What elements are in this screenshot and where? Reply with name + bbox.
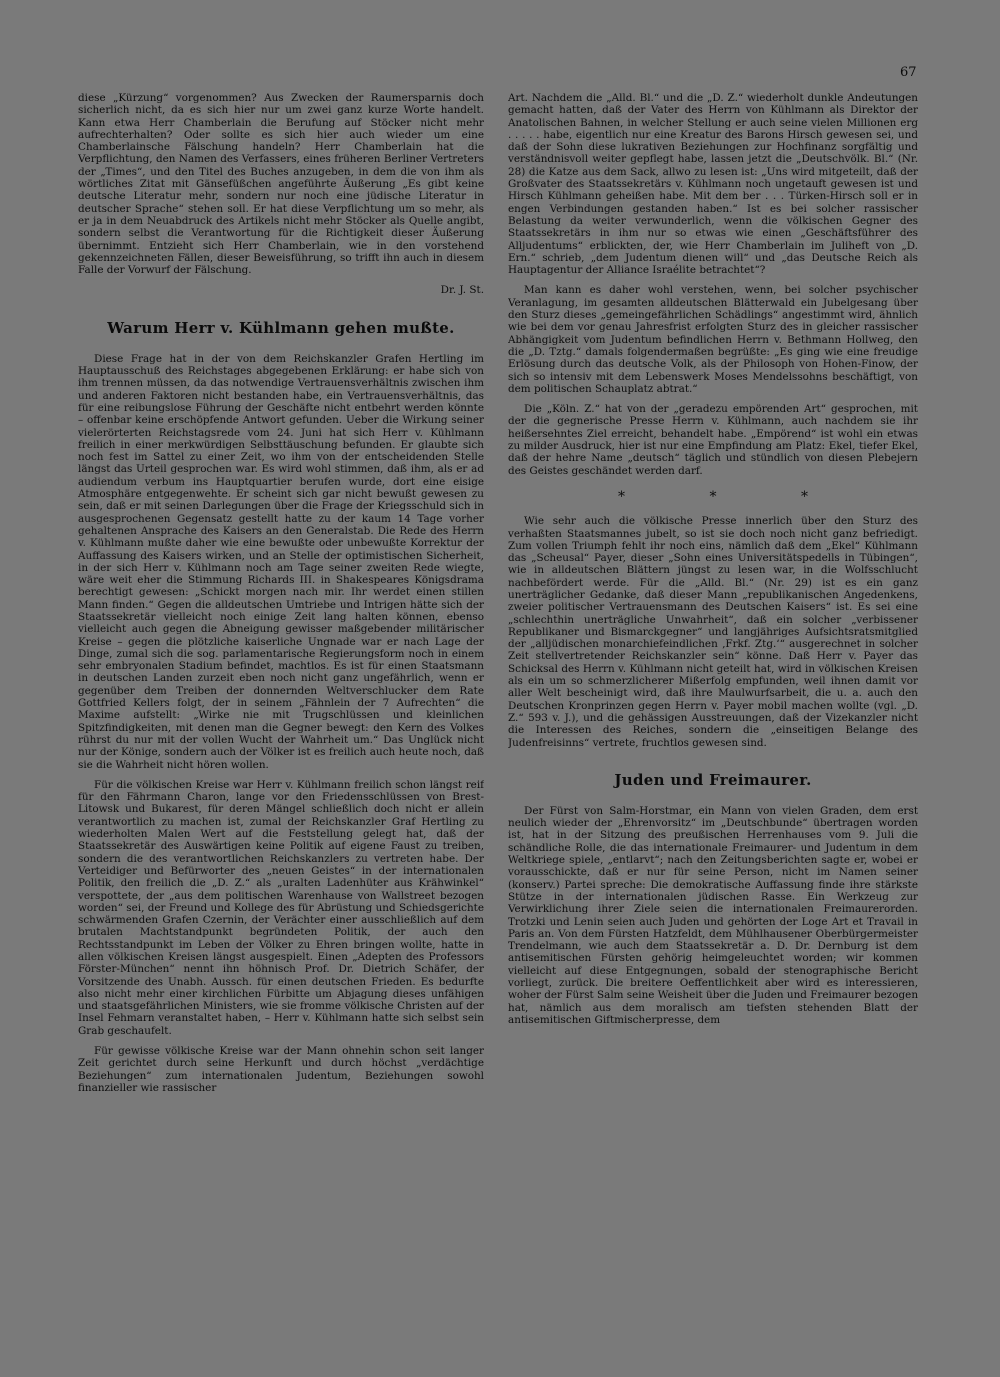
right-column (508, 92, 918, 1354)
page-number: 67 (900, 65, 917, 80)
article-heading-freimaurer: Juden und Freimaurer. (614, 770, 812, 789)
section-divider: * * * (618, 488, 848, 505)
article-heading-kuehlmann: Warum Herr v. Kühlmann gehen mußte. (107, 318, 455, 337)
article-paragraph: Der Fürst von Salm-Horstmar, ein Mann von vielen Graden, dem erst neulich wieder der „Ehrenvorsitz“ im „Deutschbunde“ übertragen worden ist, hat in der Sitzung des preußischen Herrenhauses vom 9. Juli die schändliche Rolle, die das internationale Freimaurer- und Judentum in dem Weltkriege spiele, „entlarvt“; nach den Zeitungsberichten sagte er, wobei er vorausschickte, daß er nur für seine Person, nicht im Namen seiner (konserv.) Partei spreche: Die demokratische Auffassung finde ihre stärkste Stütze in der internationalen jüdischen Rasse. Ein Werkzeug zur Verwirklichung ihrer Ziele seien die internationalen Freimaurerorden. Trotzki und Lenin seien auch Juden und gehörten der Loge Art et Travail in Paris an. Von dem Fürsten Hatzfeldt, dem Mühlhausener Oberbürgermeister Trendelmann, wie auch dem Staatssekretär a. D. Dr. Dernburg ist dem antisemitischen Fürsten gehörig heimgeleuchtet worden; wir kommen vielleicht auf diese Entgegnungen, sobald der stenographische Bericht vorliegt, zurück. Die breitere Oeffentlichkeit aber wird es interessieren, woher der Fürst Salm seine Weisheit über die Juden und Freimaurer bezogen hat, nämlich aus dem moralisch am tiefsten stehenden Blatt der antisemitischen Giftmischerpresse, dem (508, 804, 918, 1026)
article-paragraph: Man kann es daher wohl verstehen, wenn, bei solcher psychischer Veranlagung, im gesamten alldeutschen Blätterwald ein Jubelgesang über den Sturz dieses „gemeingefährlichen Schädlings“ angestimmt wird, ähnlich wie bei dem vor genau Jahresfrist erfolgten Sturz des in gleicher rassischer Abhängigkeit vom Judentum befindlichen Herrn v. Bethmann Hollweg, den die „D. Tztg.“ damals folgendermaßen begrüßte: „Es ging wie eine freudige Erlösung durch das deutsche Volk, als der Philosoph von Hohen-Finow, der sich so intensiv mit dem Lebenswerk Moses Mendelssohns beschäftigt, von dem politischen Schauplatz abtrat.“ (508, 284, 918, 395)
intro-paragraph: diese „Kürzung“ vorgenommen? Aus Zwecken der Raumersparnis doch sicherlich nicht, da es sich hier nur um zwei ganz kurze Worte handelt. Kann etwa Herr Chamberlain die Berufung auf Stöcker nicht mehr aufrechterhalten? Oder sollte es sich hier auch wieder um eine Chamberlainsche Fälschung handeln? Herr Chamberlain hat die Verpflichtung, den Namen des Verfassers, eines früheren Berliner Vertreters der „Times“, und den Titel des Buches anzugeben, in dem die von ihm als wörtliches Zitat mit Gänsefüßchen angeführte Äußerung „Es gibt keine deutsche Literatur mehr, sondern nur noch eine jüdische Literatur in deutscher Sprache“ stehen soll. Er hat diese Verpflichtung um so mehr, als er ja in dem Neuabdruck des Artikels nicht mehr Stöcker als Quelle angibt, sondern selbst die Verantwortung für die Richtigkeit dieser Äußerung übernimmt. Entzieht sich Herr Chamberlain, wie in den vorstehend gekennzeichneten Fällen, dieser Beweisführung, so trifft ihn auch in diesem Falle der Vorwurf der Fälschung. (78, 92, 484, 277)
article-paragraph: Wie sehr auch die völkische Presse innerlich über den Sturz des verhaßten Staatsmannes jubelt, so ist sie doch noch nicht ganz befriedigt. Zum vollen Triumph fehlt ihr noch eins, nämlich daß dem „Ekel“ Kühlmann das „Scheusal“ Payer, dieser „Sohn eines Universitätspedells in Tübingen“, wie in alldeutschen Blättern jüngst zu lesen war, in die Wolfsschlucht nachbefördert werde. Für die „Alld. Bl.“ (Nr. 29) ist es ein ganz unerträglicher Gedanke, daß dieser Mann „republikanischen Angedenkens, zweier politischer Vertrauensmann des Deutschen Kaisers“ ist. Es sei eine „schlechthin unerträgliche Unwahrheit“, daß ein solcher „verbissener Republikaner und Bismarckgegner“ und langjähriges Aufsichtsratsmitglied der „alljüdischen monarchiefeindlichen ‚Frkf. Ztg.‘“ ausgerechnet in solcher Zeit stellvertretender Reichskanzler sein“ könne. Daß Herr v. Payer das Schicksal des Herrn v. Kühlmann nicht geteilt hat, wird in völkischen Kreisen als ein um so schmerzlicherer Mißerfolg empfunden, weil ihnen damit vor aller Welt bescheinigt wird, daß ihre Maulwurfsarbeit, die u. a. auch den Deutschen Kronprinzen gegen Herrn v. Payer mobil machen wollte (vgl. „D. Z.“ 593 v. J.), und die gehässigen Ausstreuungen, daß der Vizekanzler nicht die Interessen des Reiches, sondern die „einseitigen Belange des Judenfreisinns“ vertrete, fruchtlos gewesen sind. (508, 515, 918, 749)
author-signature: Dr. J. St. (440, 284, 484, 297)
article-paragraph: Art. Nachdem die „Alld. Bl.“ und die „D. Z.“ wiederholt dunkle Andeutungen gemacht hatten, daß der Vater des Herrn von Kühlmann als Direktor der Anatolischen Bahnen, in welcher Stellung er auch seine vielen Millionen erg . . . . . habe, eigentlich nur eine Kreatur des Barons Hirsch gewesen sei, und daß der Sohn diese lukrativen Beziehungen zur Hochfinanz sorgfältig und verständnisvoll weiter gepflegt habe, lassen jetzt die „Deutschvölk. Bl.“ (Nr. 28) die Katze aus dem Sack, allwo zu lesen ist: „Uns wird mitgeteilt, daß der Großvater des Staatssekretärs v. Kühlmann noch ungetauft gewesen ist und Hirsch Kühlmann geheißen habe. Mit dem ber . . . Türken-Hirsch soll er in engen Verbindungen gestanden haben.“ Ist es bei solcher rassischer Belastung da weiter verwunderlich, wenn die völkischen Gegner des Staatssekretärs in ihm nur so etwas wie einen „Geschäftsführer des Alljudentums“ erblickten, der, wie Herr Chamberlain im Juliheft von „D. Ern.“ schrieb, „dem Judentum dienen will“ und „das Deutsche Reich als Hauptagentur der Alliance Israélite betrachtet“? (508, 92, 918, 277)
article-paragraph: Für gewisse völkische Kreise war der Mann ohnehin schon seit langer Zeit gerichtet durch seine Herkunft und durch höchst „verdächtige Beziehungen“ zum internationalen Judentum, Beziehungen sowohl finanzieller wie rassischer (78, 1045, 484, 1094)
left-column (78, 92, 484, 1354)
article-paragraph: Diese Frage hat in der von dem Reichskanzler Grafen Hertling im Hauptausschuß des Reichstages abgegebenen Erklärung: er habe sich von ihm trennen müssen, da das notwendige Vertrauensverhältnis zwischen ihm und anderen Faktoren nicht bestanden habe, ein Vertrauensverhältnis, das für eine reibungslose Führung der Geschäfte nicht entbehrt werden könnte – offenbar keine erschöpfende Antwort gefunden. Ueber die Wirkung seiner vielerörterten Reichstagsrede vom 24. Juni hat sich Herr v. Kühlmann freilich in einer merkwürdigen Selbsttäuschung befunden. Er glaubte sich noch fest im Sattel zu einer Zeit, wo ihm von der entscheidenden Stelle längst das Urteil gesprochen war. Es wird wohl stimmen, daß ihm, als er ad audiendum verbum ins Hauptquartier berufen wurde, dort eine eisige Atmosphäre entgegenwehte. Er scheint sich gar nicht bewußt gewesen zu sein, daß er mit seinen Darlegungen über die Frage der Kriegsschuld sich in ausgesprochenen Gegensatz gestellt hatte zu der kaum 14 Tage vorher gehaltenen Ansprache des Kaisers an den Generalstab. Die Rede des Herrn v. Kühlmann mußte daher wie eine bewußte oder unbewußte Korrektur der Auffassung des Kaisers wirken, und an Stelle der optimistischen Sicherheit, in der sich Herr v. Kühlmann noch am Tage seiner zweiten Rede wiegte, wäre weit eher die Stimmung Richards III. in Shakespeares Königsdrama berechtigt gewesen: „Schickt morgen nach mir. Ihr werdet einen stillen Mann finden.“ Gegen die alldeutschen Umtriebe und Intrigen hätte sich der Staatssekretär vielleicht noch einige Zeit lang halten können, ebenso vielleicht auch gegen die Abneigung gewisser maßgebender militärischer Kreise – gegen die plötzliche kaiserliche Ungnade war er nach Lage der Dinge, zumal sich die sog. parlamentarische Regierungsform noch in einem sehr embryonalen Stadium befindet, machtlos. Es ist für einen Staatsmann in deutschen Landen zurzeit eben noch nicht ganz ungefährlich, wenn er gegenüber dem Treiben der donnernden Weltverschlucker dem Rate Gottfried Kellers folgt, der in seinem „Fähnlein der 7 Aufrechten“ die Maxime aufstellt: „Wirke nie mit Trugschlüssen und kleinlichen Spitzfindigkeiten, mit denen man die Gegner bewegt: den Kern des Volkes rührst du nur mit der vollen Wucht der Wahrheit um.“ Das Unglück nicht nur der Könige, sondern auch der Völker ist es freilich auch heute noch, daß sie die Wahrheit nicht hören wollen. (78, 352, 484, 771)
article-paragraph: Für die völkischen Kreise war Herr v. Kühlmann freilich schon längst reif für den Fährmann Charon, lange vor den Friedensschlüssen von Brest-Litowsk und Bukarest, für deren Mängel schließlich doch nicht er allein verantwortlich zu machen ist, zumal der Reichskanzler Graf Hertling zu wiederholten Malen Wert auf die Feststellung gelegt hat, daß der Staatssekretär des Auswärtigen keine Politik auf eigene Faust zu treiben, sondern die des verantwortlichen Reichskanzlers zu vertreten habe. Der Verteidiger und Befürworter des „neuen Geistes“ in der internationalen Politik, den freilich die „D. Z.“ als „uralten Ladenhüter aus Krähwinkel“ verspottete, der „aus dem politischen Warenhause von Wallstreet bezogen worden“ sei, der Freund und Kollege des für Abrüstung und Schiedsgerichte schwärmenden Grafen Czernin, der Verächter einer ausschließlich auf dem brutalen Machtstandpunkt begründeten Politik, der auch den Rechtsstandpunkt im Leben der Völker zu Ehren bringen wollte, hatte in allen völkischen Kreisen längst ausgespielt. Einen „Adepten des Professors Förster-München“ nennt ihn höhnisch Prof. Dr. Dietrich Schäfer, der Vorsitzende des Unabh. Aussch. für einen deutschen Frieden. Es bedurfte also nicht mehr einer kirchlichen Fürbitte um Abjagung dieses unfähigen und staatsgefährlichen Ministers, wie sie fromme völkische Christen auf der Insel Fehmarn veranstaltet haben, – Herr v. Kühlmann hatte sich selbst sein Grab geschaufelt. (78, 778, 484, 1037)
article-paragraph: Die „Köln. Z.“ hat von der „geradezu empörenden Art“ gesprochen, mit der die gegnerische Presse Herrn v. Kühlmann, auch nachdem sie ihr heißersehntes Ziel erreicht, behandelt habe. „Empörend“ ist wohl ein etwas zu milder Ausdruck, hier ist nur eine Empfindung am Platz: Ekel, tiefer Ekel, daß der hehre Name „deutsch“ täglich und stündlich von diesen Plebejern des Geistes geschändet werden darf. (508, 403, 918, 477)
